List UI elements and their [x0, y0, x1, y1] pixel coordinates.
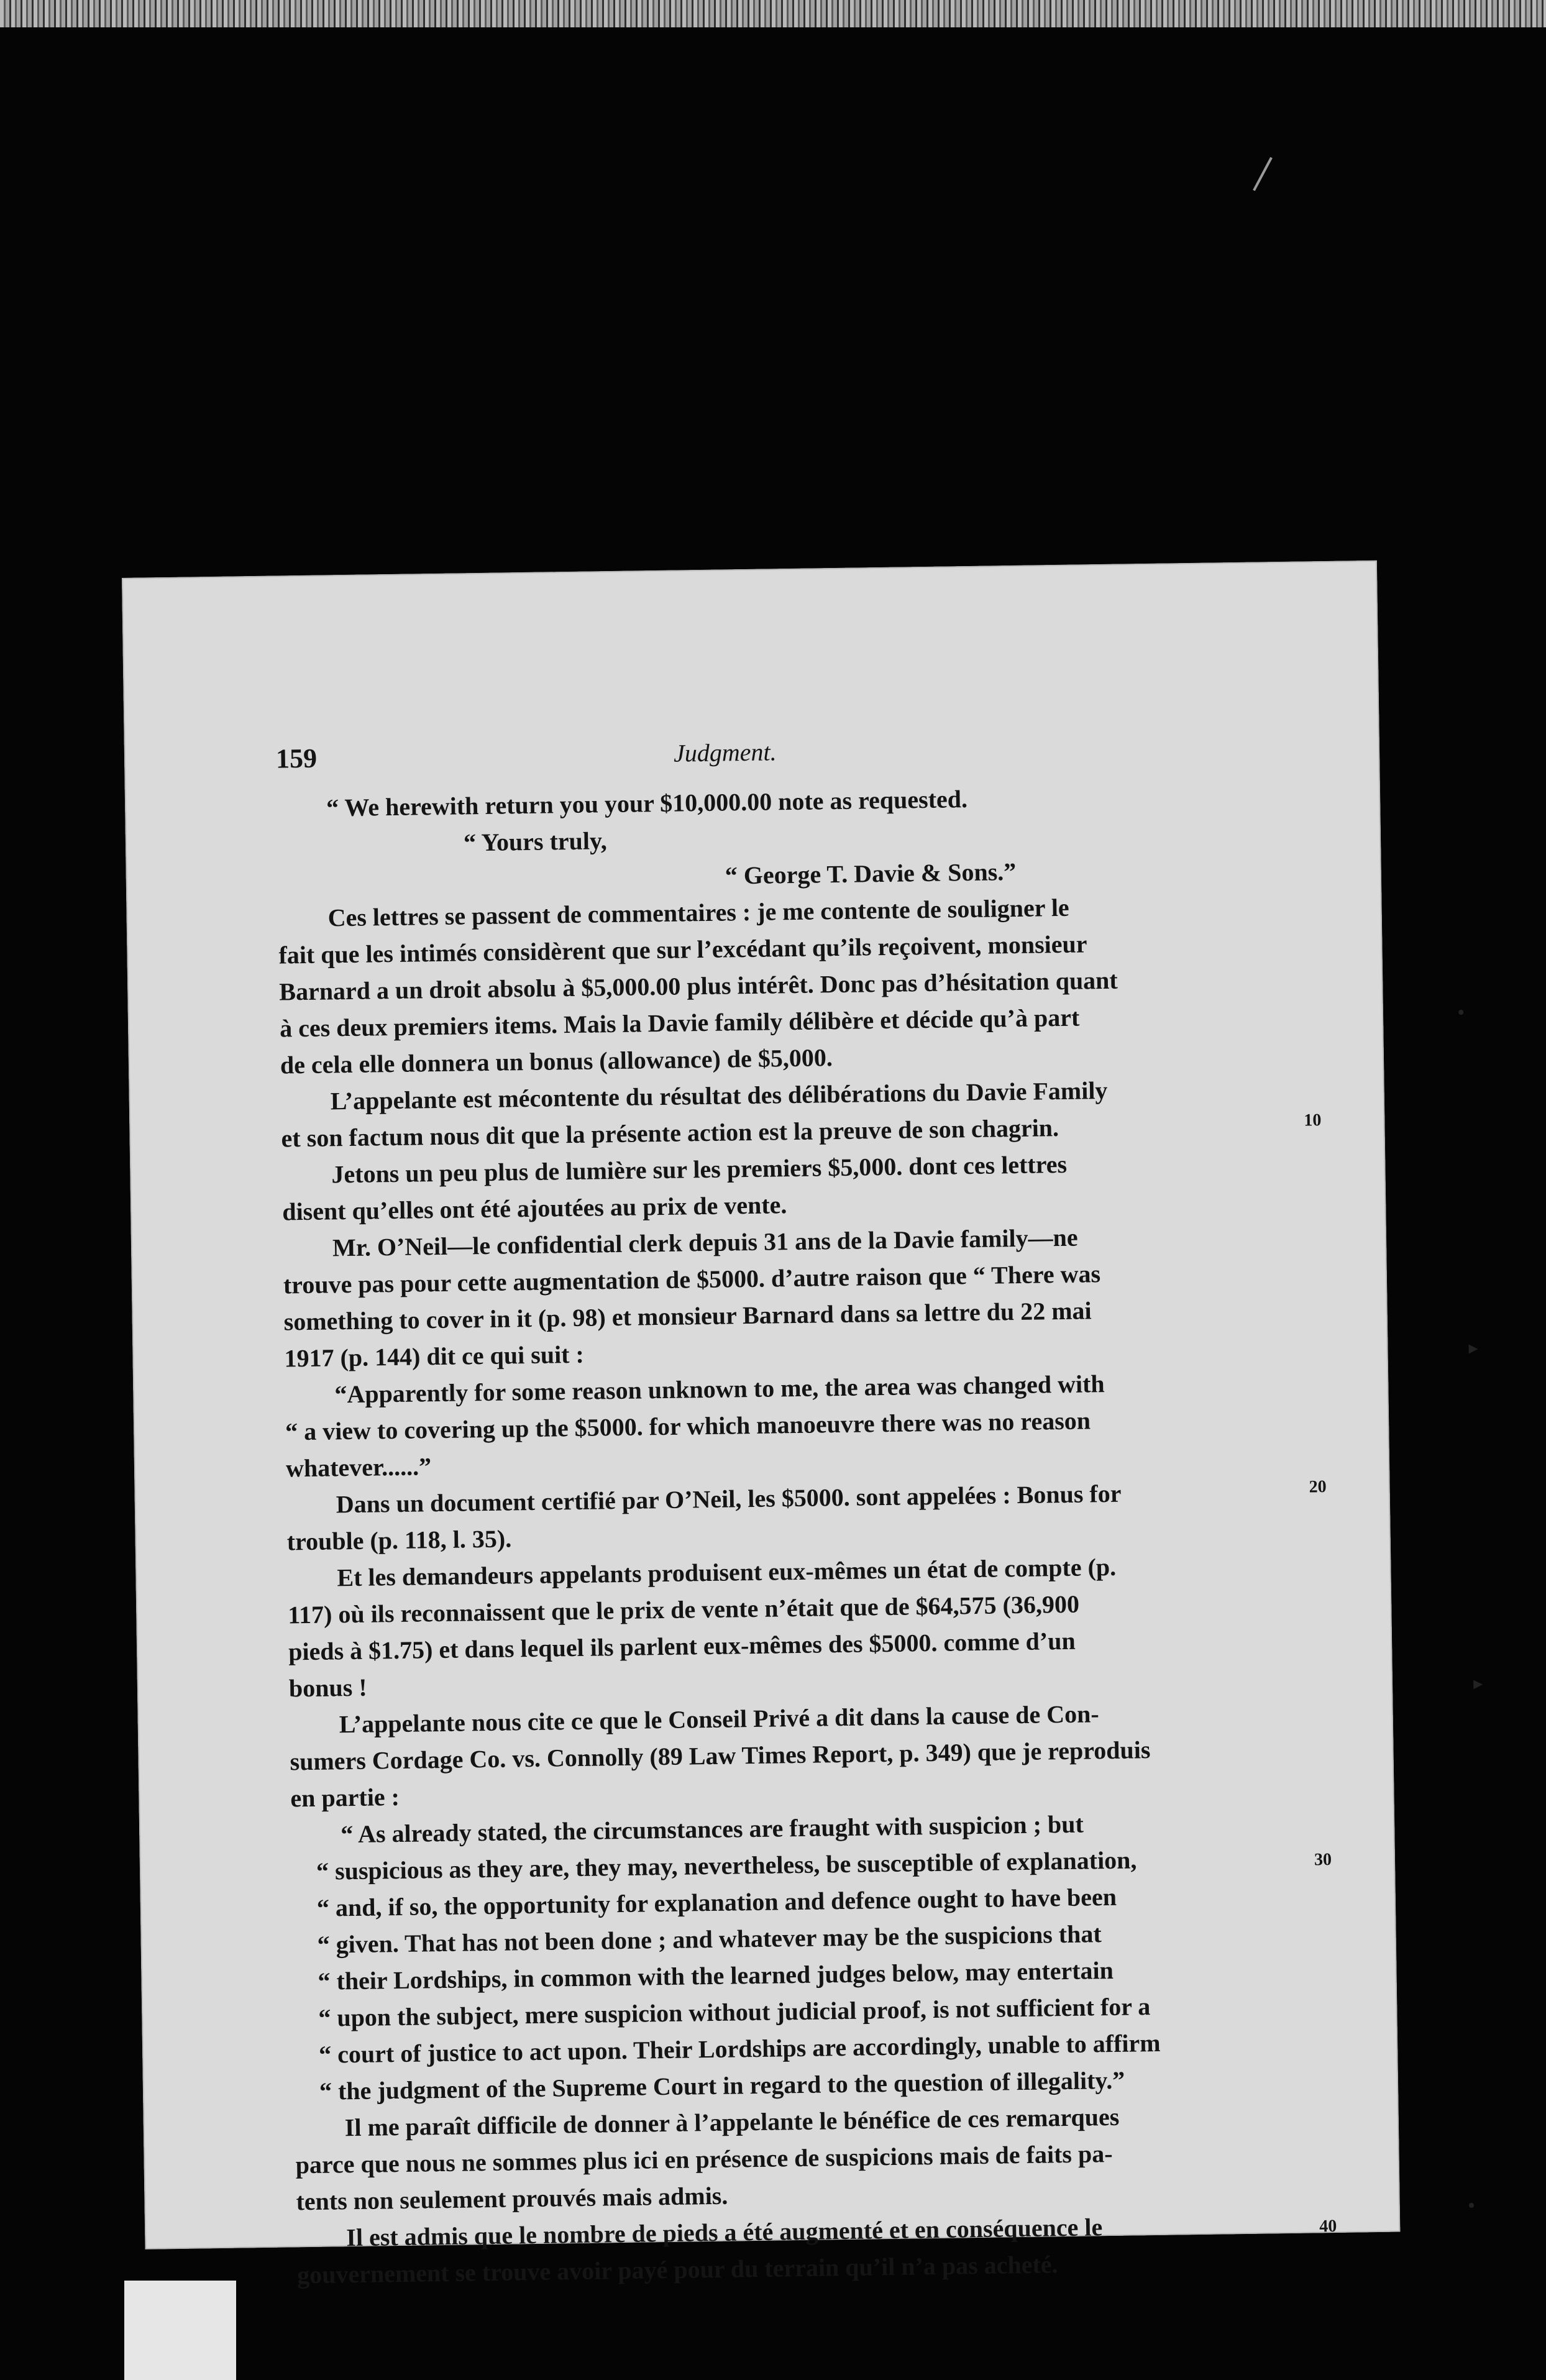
text-line: Mr. O’Neil—le confidential clerk depuis 31 ans de la Davie family—ne: [332, 1223, 1078, 1262]
text-line: “ As already stated, the circumstances are fraught with suspicion ; but: [340, 1810, 1084, 1849]
text-line: “ court of justice to act upon. Their Lordships are accordingly, unable to affirm: [318, 2028, 1161, 2069]
page-header: [276, 726, 1289, 778]
text-line: Il me paraît difficile de donner à l’appelante le bénéfice de ces remarques: [344, 2102, 1120, 2142]
text-line: “ and, if so, the opportunity for explanation and defence ought to have been: [316, 1882, 1117, 1922]
text-line: “ a view to covering up the $5000. for which manoeuvre there was no reason: [285, 1406, 1091, 1446]
line-number-margin: 10: [1304, 1110, 1322, 1130]
film-edge-strip: [0, 0, 1546, 27]
text-line: “ their Lordships, in common with the learned judges below, may entertain: [318, 1956, 1114, 1995]
document-page: [122, 561, 1483, 2289]
text-line: “ suspicious as they are, they may, nevertheless, be susceptible of explanation,: [316, 1846, 1137, 1885]
text-line: Dans un document certifié par O’Neil, les $5000. sont appelées : Bonus for: [336, 1479, 1122, 1519]
text-line: 1917 (p. 144) dit ce qui suit :: [284, 1340, 585, 1373]
margin-mark: •: [1457, 1002, 1465, 1023]
page-number: 159: [275, 743, 318, 774]
text-line: something to cover in it (p. 98) et monsieur Barnard dans sa lettre du 22 mai: [283, 1296, 1092, 1336]
text-line: “ given. That has not been done ; and whatever may be the suspicions that: [317, 1920, 1102, 1959]
text-line: Jetons un peu plus de lumière sur les premiers $5,000. dont ces lettres: [331, 1150, 1068, 1189]
text-line: bonus !: [288, 1673, 367, 1703]
text-line: en partie :: [290, 1782, 400, 1813]
paper-strip: [124, 2281, 236, 2380]
margin-mark: •: [1468, 2195, 1475, 2217]
text-line: tents non seulement prouvés mais admis.: [296, 2181, 728, 2216]
line-number-margin: 30: [1314, 1850, 1332, 1870]
text-line: de cela elle donnera un bonus (allowance) de $5,000.: [280, 1043, 833, 1079]
text-line: whatever......”: [285, 1452, 432, 1483]
body-text: [277, 776, 1304, 2293]
text-line: Barnard a un droit absolu à $5,000.00 plus intérêt. Donc pas d’hésitation quant: [279, 966, 1118, 1006]
text-line: “ We herewith return you your $10,000.00 note as requested.: [326, 785, 968, 822]
text-line: Et les demandeurs appelants produisent eux-mêmes un état de compte (p.: [337, 1552, 1117, 1592]
margin-mark: ▸: [1468, 1337, 1478, 1358]
text-line: Ces lettres se passent de commentaires : je me contente de souligner le: [327, 893, 1069, 932]
text-line: sumers Cordage Co. vs. Connolly (89 Law Times Report, p. 349) que je reproduis: [290, 1736, 1151, 1776]
text-line: 117) où ils reconnaissent que le prix de vente n’était que de $64,575 (36,900: [288, 1590, 1080, 1629]
text-line: et son factum nous dit que la présente action est la preuve de son chagrin.: [281, 1114, 1059, 1153]
text-line: fait que les intimés considèrent que sur l’excédant qu’ils reçoivent, monsieur: [278, 930, 1087, 969]
text-line: trouve pas pour cette augmentation de $5000. d’autre raison que “ There was: [283, 1260, 1101, 1299]
text-line: L’appelante est mécontente du résultat des délibérations du Davie Family: [330, 1076, 1108, 1115]
text-line: “Apparently for some reason unknown to me, the area was changed with: [334, 1370, 1105, 1409]
film-scratch: [1253, 157, 1273, 191]
text-line: trouble (p. 118, l. 35).: [286, 1524, 512, 1556]
running-head: Judgment.: [673, 738, 777, 767]
text-line: disent qu’elles ont été ajoutées au prix de vente.: [281, 1191, 787, 1226]
text-line: pieds à $1.75) et dans lequel ils parlent eux-mêmes des $5000. comme d’un: [288, 1626, 1076, 1666]
margin-mark: ▸: [1473, 1673, 1483, 1694]
text-line: Il est admis que le nombre de pieds a été augmenté et en conséquence le: [346, 2213, 1103, 2252]
text-line: parce que nous ne sommes plus ici en présence de suspicions mais de faits pa-: [295, 2139, 1113, 2179]
text-line: “ Yours truly,: [463, 826, 608, 857]
text-line: “ George T. Davie & Sons.”: [725, 857, 1017, 890]
text-line: L’appelante nous cite ce que le Conseil Privé a dit dans la cause de Con-: [339, 1700, 1099, 1739]
line-number-margin: 20: [1309, 1477, 1327, 1497]
text-line: “ the judgment of the Supreme Court in regard to the question of illegality.”: [319, 2066, 1125, 2105]
text-line: à ces deux premiers items. Mais la Davie family délibère et décide qu’à part: [279, 1003, 1080, 1043]
line-number-margin: 40: [1319, 2216, 1337, 2236]
text-line: “ upon the subject, mere suspicion without judicial proof, is not sufficient for a: [318, 1992, 1151, 2032]
text-line: gouvernement se trouve avoir payé pour du terrain qu’il n’a pas acheté.: [296, 2250, 1058, 2289]
